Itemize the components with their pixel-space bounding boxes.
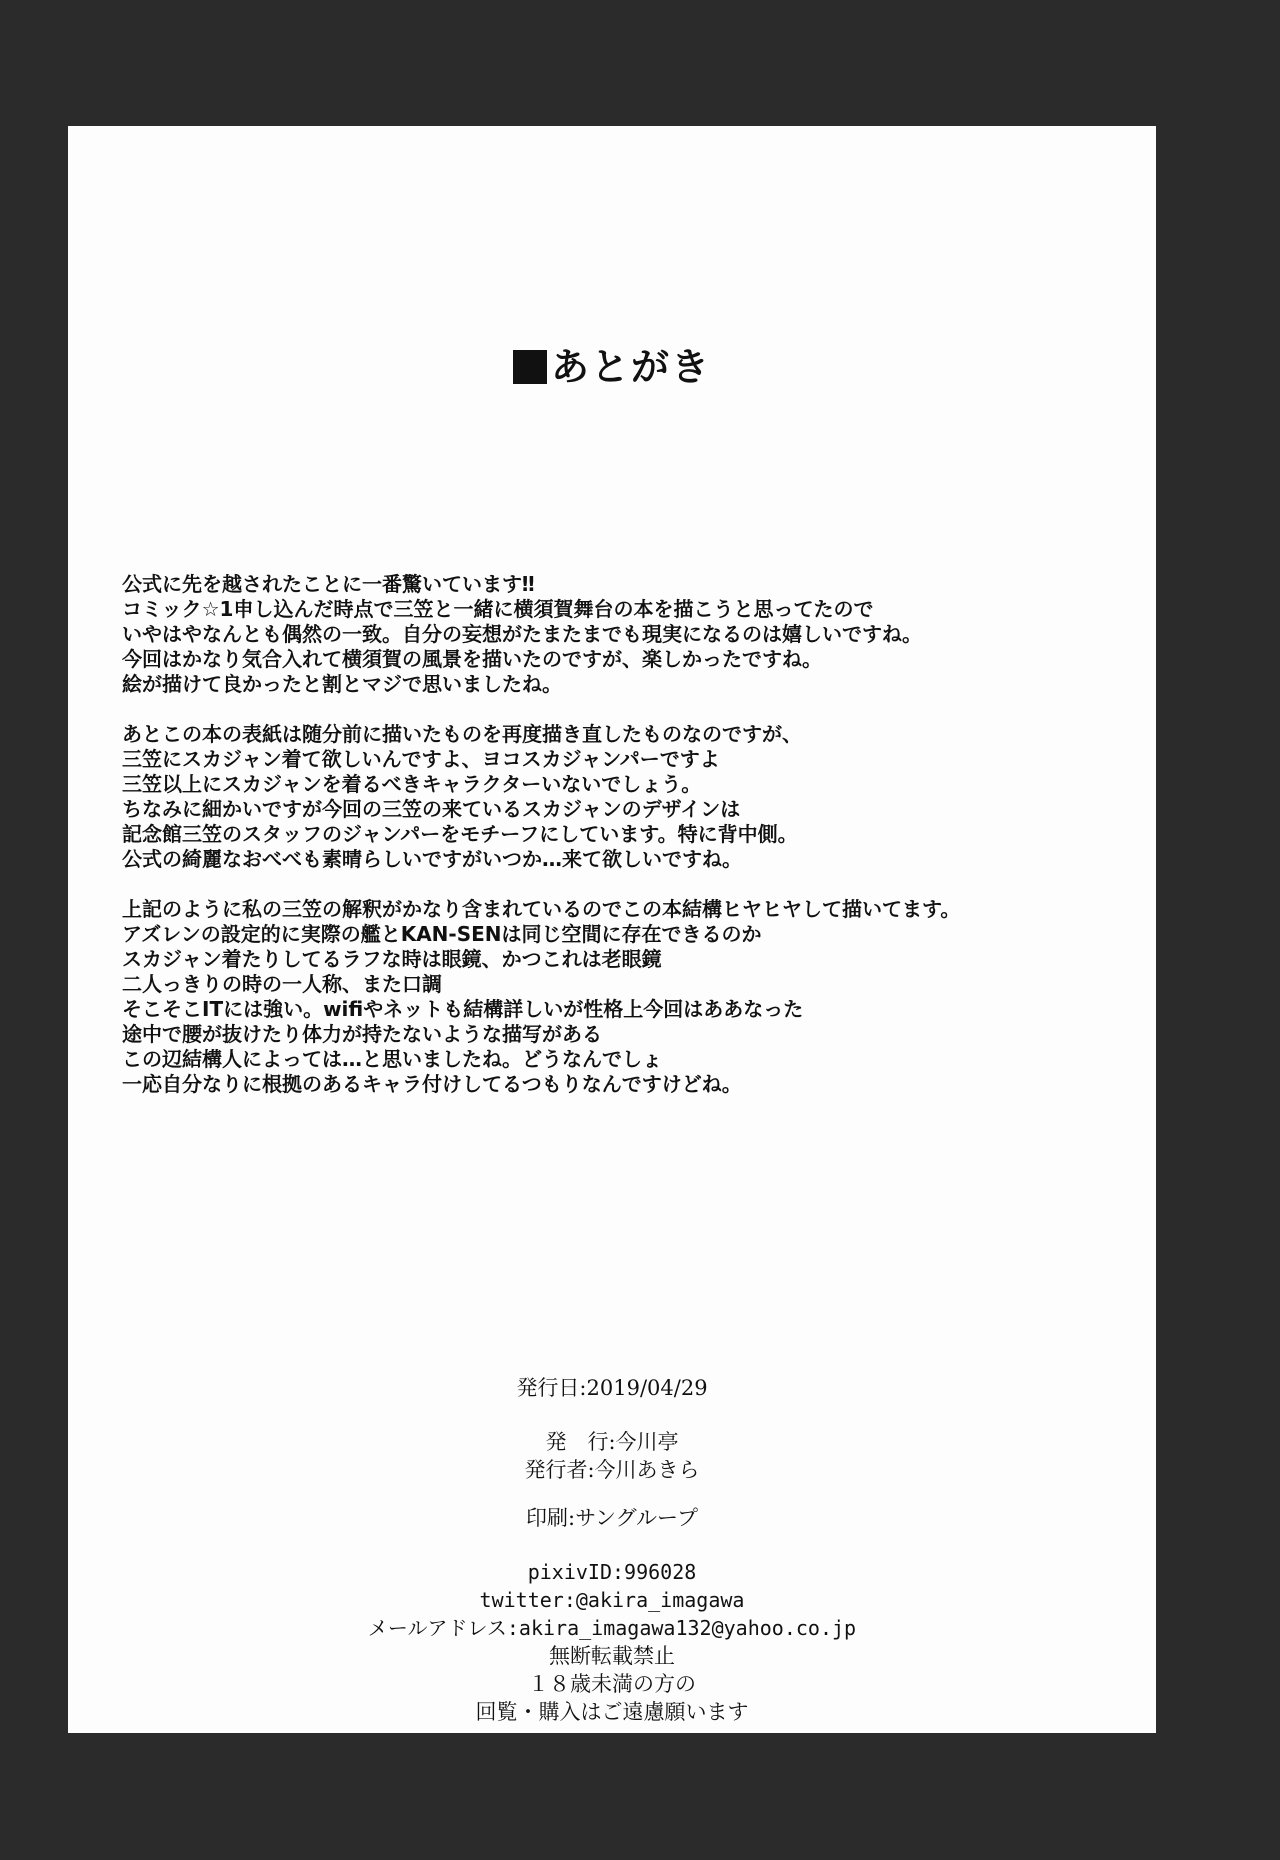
colophon (68, 1374, 1156, 1726)
text-line: 記念館三笠のスタッフのジャンパーをモチーフにしています。特に背中側。 (122, 822, 798, 846)
pixiv-id: pixivID:996028 (527, 1560, 697, 1584)
text-line: あとこの本の表紙は随分前に描いたものを再度描き直したものなのですが、 (122, 722, 802, 746)
text-line: 一応自分なりに根拠のあるキャラ付けしてるつもりなんですけどね。 (122, 1072, 742, 1096)
afterword-page (68, 126, 1156, 1733)
text-line: ちなみに細かいですが今回の三笠の来ているスカジャンのデザインは (122, 797, 741, 821)
text-line: 公式に先を越されたことに一番驚いています‼ (122, 572, 535, 596)
text-line: この辺結構人によっては…と思いましたね。どうなんでしょ (122, 1047, 662, 1071)
notice-age-2: 回覧・購入はご遠慮願います (475, 1700, 749, 1724)
text-line: スカジャン着たりしてるラフな時は眼鏡、かつこれは老眼鏡 (122, 947, 662, 971)
afterword-body (122, 572, 1122, 1122)
issuer: 発行者:今川あきら (524, 1458, 700, 1482)
text-line: 今回はかなり気合入れて横須賀の風景を描いたのですが、楽しかったですね。 (122, 647, 822, 671)
text-line: 三笠以上にスカジャンを着るべきキャラクターいないでしょう。 (122, 772, 702, 796)
email-address: メールアドレス:akira_imagawa132@yahoo.co.jp (367, 1616, 857, 1640)
paragraph-3 (122, 897, 1122, 1097)
issue-date: 発行日:2019/04/29 (516, 1376, 708, 1400)
publisher: 発 行:今川亭 (545, 1430, 679, 1454)
twitter-handle: twitter:@akira_imagawa (479, 1588, 745, 1612)
notice-age-1: １８歳未満の方の (528, 1672, 696, 1696)
text-line: 絵が描けて良かったと割とマジで思いましたね。 (122, 672, 562, 696)
notice-no-reprint: 無断転載禁止 (549, 1644, 675, 1668)
printer: 印刷:サングループ (526, 1506, 698, 1530)
black-square-icon (513, 350, 547, 384)
text-line: そこそこITには強い。wifiやネットも結構詳しいが性格上今回はああなった (122, 997, 804, 1021)
text-line: アズレンの設定的に実際の艦とKAN-SENは同じ空間に存在できるのか (122, 922, 762, 946)
paragraph-1 (122, 572, 1122, 697)
text-line: 二人っきりの時の一人称、また口調 (122, 972, 442, 996)
text-line: 公式の綺麗なおべべも素晴らしいですがいつか…来て欲しいですね。 (122, 847, 742, 871)
text-line: 上記のように私の三笠の解釈がかなり含まれているのでこの本結構ヒヤヒヤして描いてます。 (122, 897, 961, 921)
page-title (68, 336, 1156, 391)
text-line: いやはやなんとも偶然の一致。自分の妄想がたまたまでも現実になるのは嬉しいですね。 (122, 622, 922, 646)
paragraph-2 (122, 722, 1122, 872)
text-line: 途中で腰が抜けたり体力が持たないような描写がある (122, 1022, 602, 1046)
text-line: コミック☆1申し込んだ時点で三笠と一緒に横須賀舞台の本を描こうと思ってたので (122, 597, 874, 621)
title-text: あとがき (550, 345, 711, 389)
text-line: 三笠にスカジャン着て欲しいんですよ、ヨコスカジャンパーですよ (122, 747, 720, 771)
